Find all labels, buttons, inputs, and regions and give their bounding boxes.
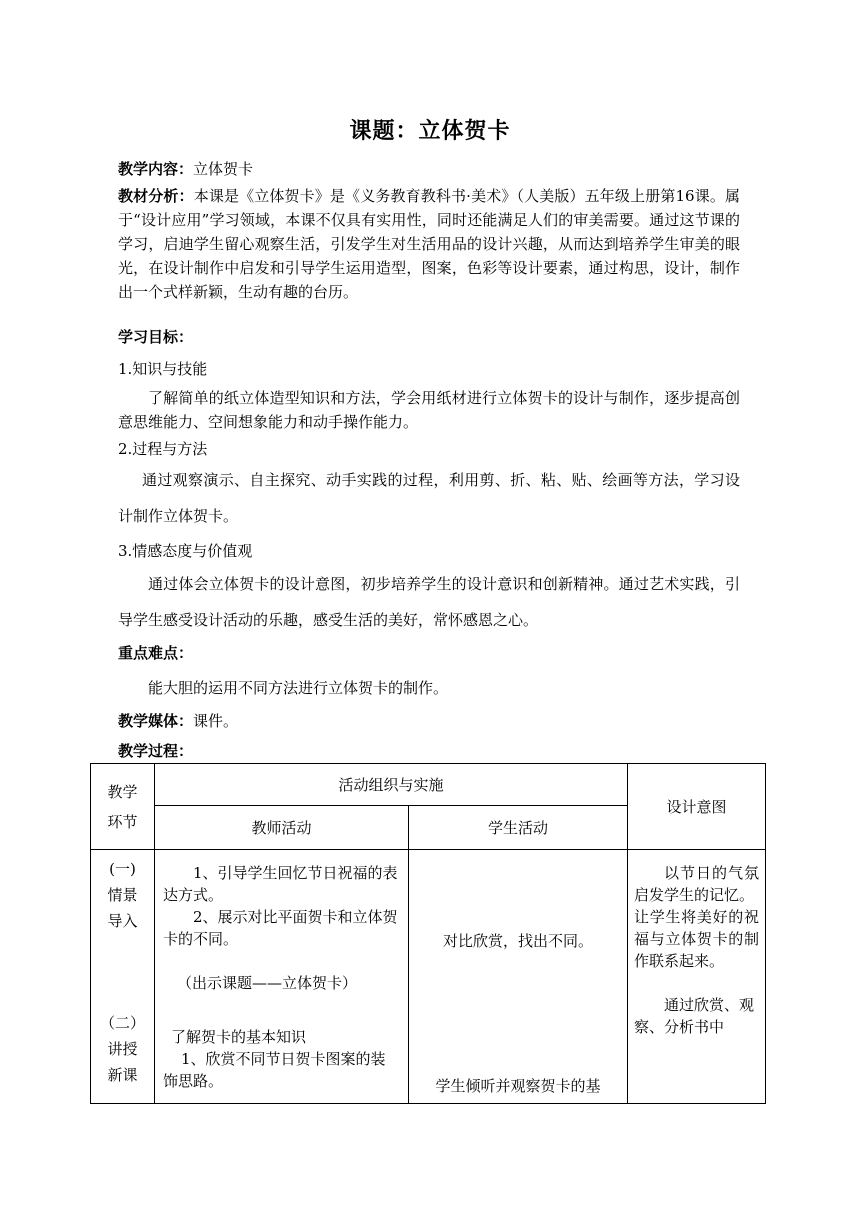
intent-item: 以节日的气氛启发学生的记忆。 <box>634 864 760 904</box>
goal-1-text: 了解简单的纸立体造型知识和方法，学会用纸材进行立体贺卡的设计与制作，逐步提高创意思维能力、空间想象能力和动手操作能力。 <box>118 389 740 431</box>
student-item: 学生倾听并观察贺卡的基 <box>435 1077 601 1095</box>
teacher-item: （出示课题——立体贺卡） <box>177 974 358 992</box>
intent-header: 设计意图 <box>628 764 766 850</box>
media-value: 课件。 <box>193 712 239 730</box>
teacher-item: 了解贺卡的基本知识 <box>171 1028 307 1046</box>
goals-label: 学习目标： <box>118 328 194 346</box>
student-item: 对比欣赏，找出不同。 <box>443 932 594 950</box>
intent-item: 通过欣赏、观察、分析书中 <box>634 996 755 1036</box>
teacher-item: 1、欣赏不同节日贺卡图案的装饰思路。 <box>163 1050 386 1090</box>
goal-2-heading: 2.过程与方法 <box>118 440 208 458</box>
goal-3-heading: 3.情感态度与价值观 <box>118 542 253 560</box>
student-header: 学生活动 <box>409 806 628 850</box>
goal-2-text: 通过观察演示、自主探究、动手实践的过程，利用剪、折、粘、贴、绘画等方法，学习设计制作立体贺卡。 <box>118 471 740 525</box>
page-title: 课题：立体贺卡 <box>349 119 511 144</box>
teacher-item: 2、展示对比平面贺卡和立体贺卡的不同。 <box>163 908 398 948</box>
stage-header: 教学环节 <box>91 764 155 850</box>
intent-item: 让学生将美好的祝福与立体贺卡的制作联系起来。 <box>634 908 760 970</box>
student-cell <box>409 850 628 1104</box>
process-table <box>90 763 766 1104</box>
teacher-header: 教师活动 <box>155 806 409 850</box>
table-header-row <box>91 764 766 806</box>
content-line <box>118 158 738 179</box>
analysis-paragraph <box>118 184 740 304</box>
key-points-text: 能大胆的运用不同方法进行立体贺卡的制作。 <box>148 679 449 697</box>
content-label: 教学内容： <box>118 160 194 178</box>
analysis-label: 教材分析： <box>118 187 194 205</box>
media-label: 教学媒体： <box>118 712 194 730</box>
stage-2-num: （二） <box>99 1014 145 1032</box>
teacher-item: 1、引导学生回忆节日祝福的表达方式。 <box>163 864 398 904</box>
stage-1-num: (一) <box>109 860 136 878</box>
content-value: 立体贺卡 <box>193 160 254 178</box>
stage-cell <box>91 850 155 1104</box>
goal-3-text: 通过体会立体贺卡的设计意图，初步培养学生的设计意识和创新精神。通过艺术实践，引导学生感受设计活动的乐趣，感受生活的美好，常怀感恩之心。 <box>118 575 740 629</box>
process-label: 教学过程： <box>118 742 194 760</box>
key-points-label: 重点难点： <box>118 644 194 662</box>
activity-header: 活动组织与实施 <box>155 764 628 806</box>
teacher-cell <box>155 850 409 1104</box>
stage-2-name: 讲授新课 <box>107 1040 138 1084</box>
media-line <box>118 710 738 731</box>
stage-1-name: 情景导入 <box>107 886 138 930</box>
intent-cell <box>628 850 766 1104</box>
goal-1-heading: 1.知识与技能 <box>118 360 208 378</box>
table-row <box>91 850 766 1104</box>
analysis-text: 本课是《立体贺卡》是《义务教育教科书·美术》（人美版）五年级上册第16课。属于“设计应用”学习领域，本课不仅具有实用性，同时还能满足人们的审美需要。通过这节课的学习，启迪学生留心观察生活，引发学生对生活用品的设计兴趣，从而达到培养学生审美的眼光，在设计制作中启发和引导学生运用造型，图案，色彩等设计要素，通过构思，设计，制作出一个式样新颖，生动有趣的台历。 <box>118 187 740 301</box>
